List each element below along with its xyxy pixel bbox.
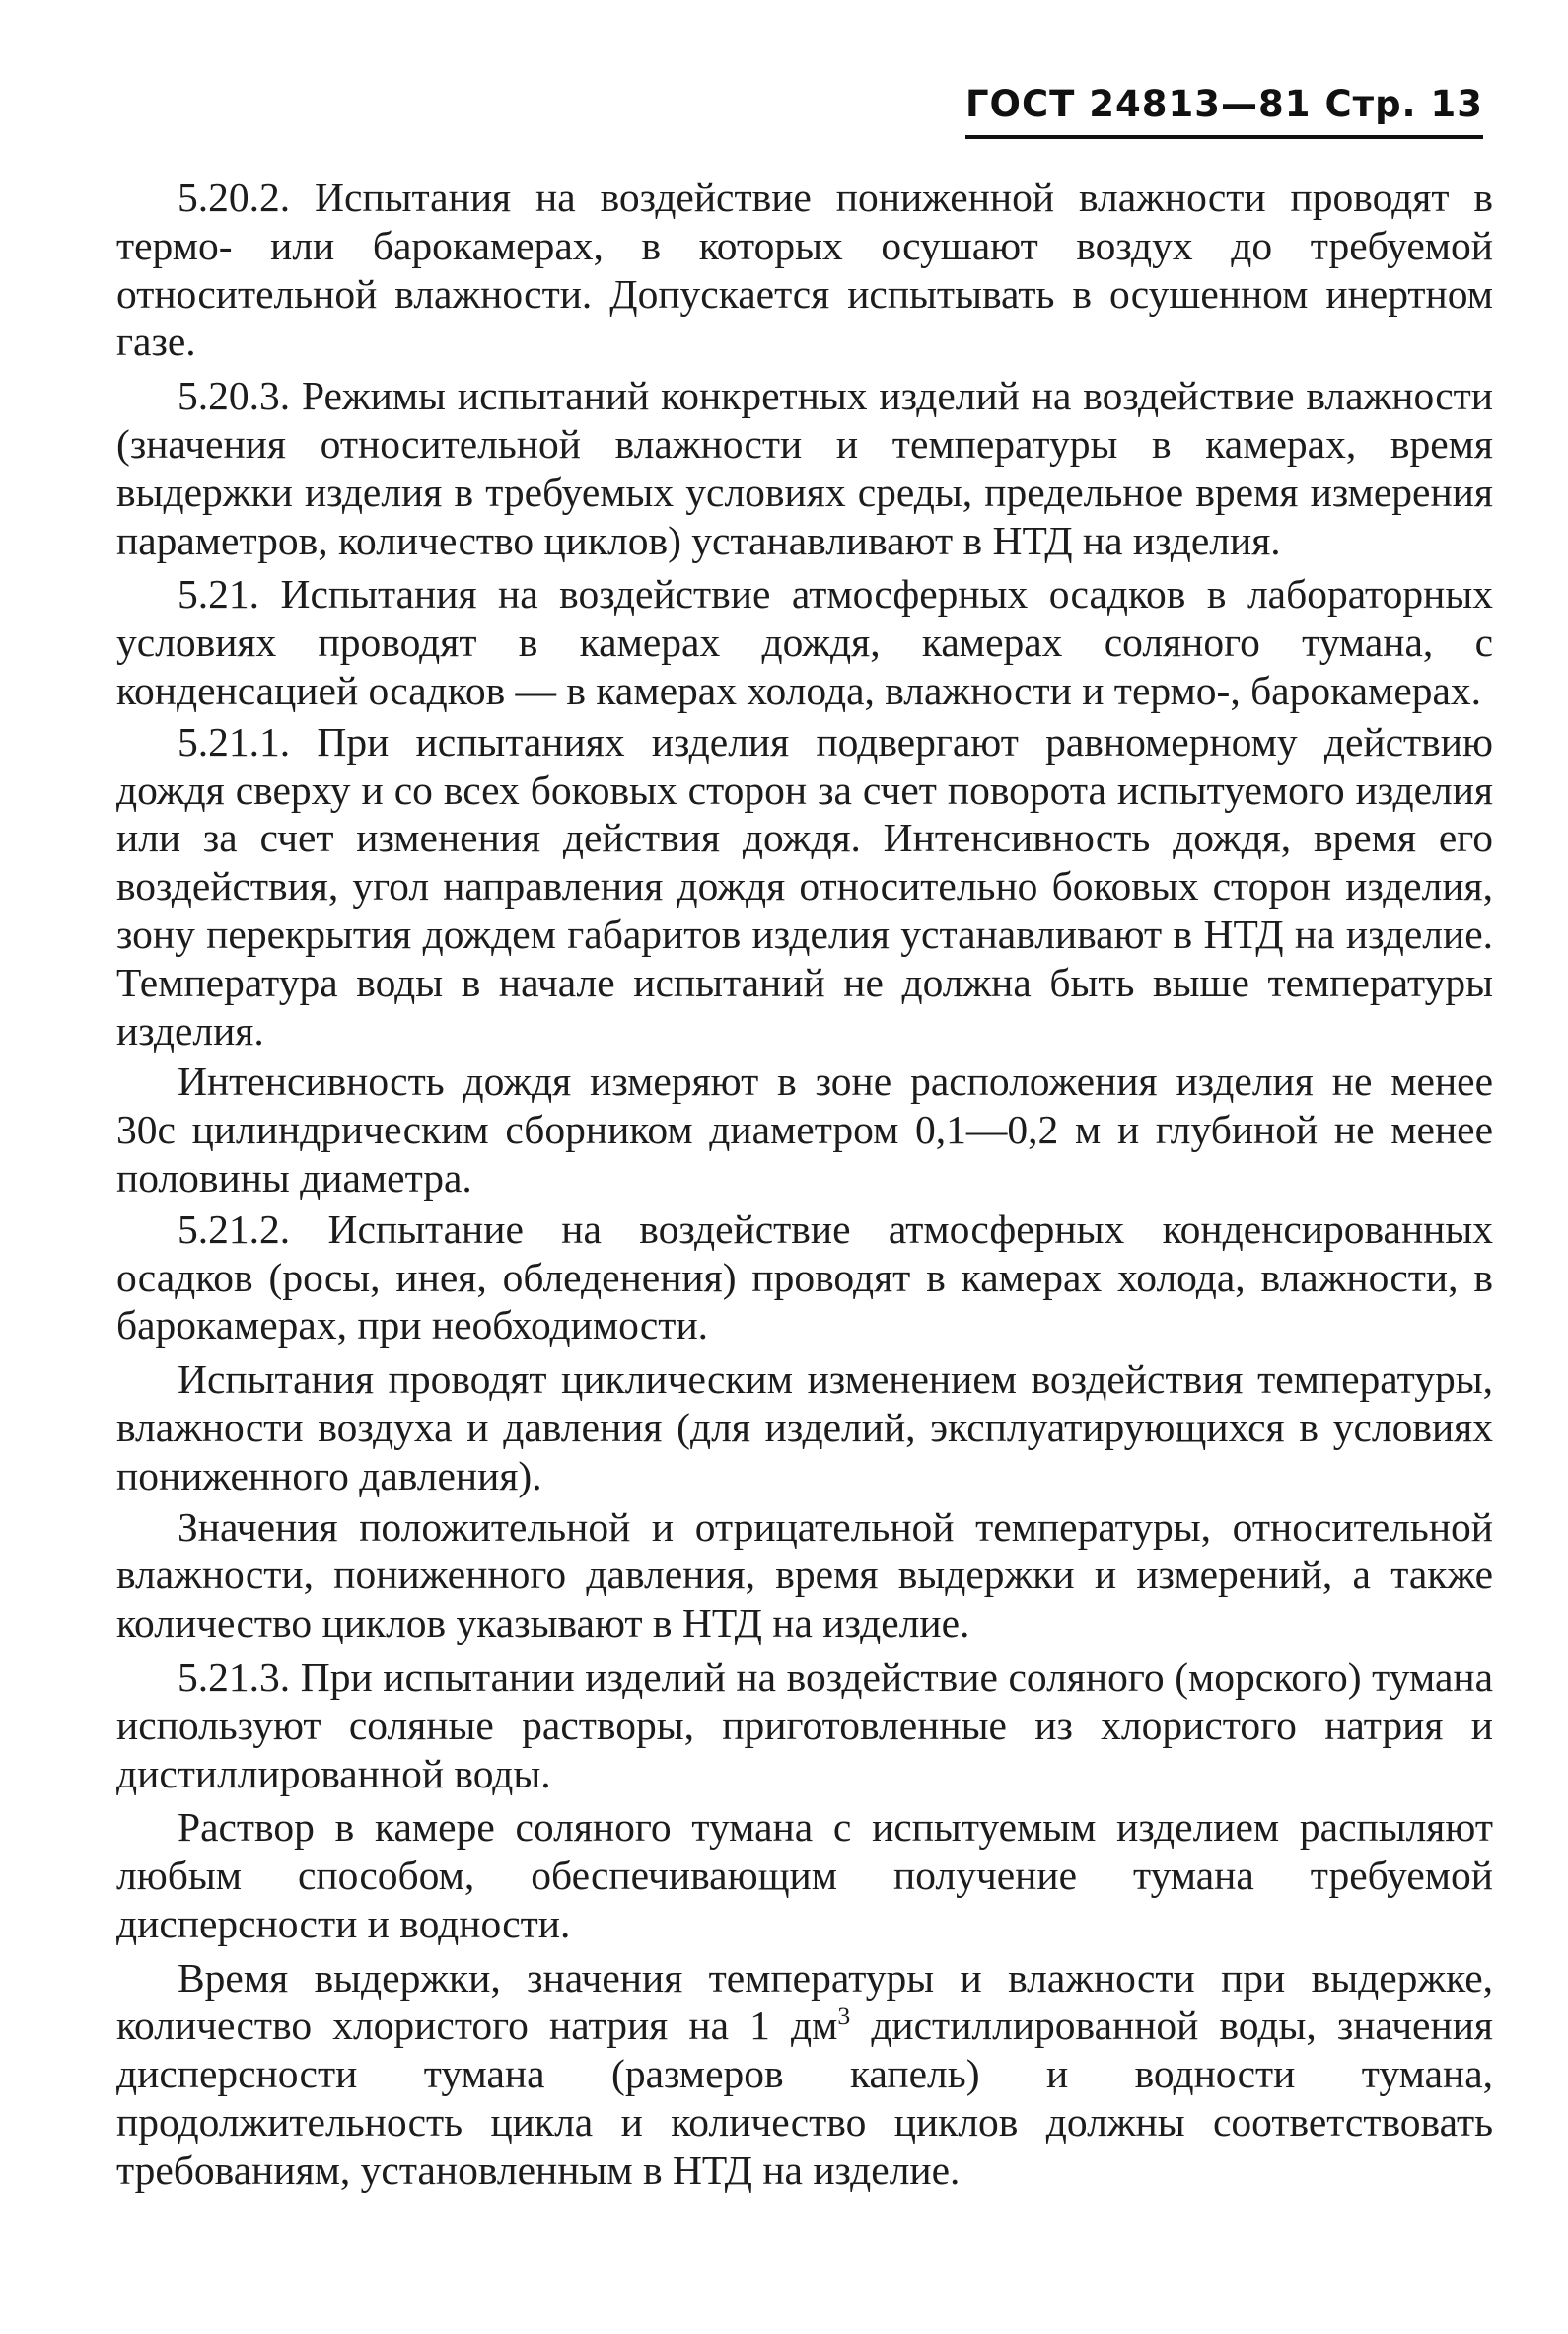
paragraph-values: Значения положительной и отрицательной температуры, относительной влажности, пониженного давления, время выдержки и измерений, а также количество циклов указывают в НТД на изделие. bbox=[116, 1503, 1493, 1646]
paragraph-5-21-2: 5.21.2. Испытание на воздействие атмосферных конденсированных осадков (росы, инея, обледенения) проводят в камерах холода, влажности, в барокамерах, при необходимости. bbox=[116, 1205, 1493, 1349]
paragraph-cyclic-tests: Испытания проводят циклическим изменением воздействия температуры, влажности воздуха и давления (для изделий, эксплуатирующихся в условиях пониженного давления). bbox=[116, 1356, 1493, 1498]
paragraph-exposure-time bbox=[116, 1954, 1493, 2195]
paragraph-5-21-3: 5.21.3. При испытании изделий на воздействие соляного (морского) тумана используют соляные растворы, приготовленные из хлористого натрия и дистиллированной воды. bbox=[116, 1653, 1493, 1796]
paragraph-5-20-3: 5.20.3. Режимы испытаний конкретных изделий на воздействие влажности (значения относительной влажности и температуры в камерах, время выдержки изделия в требуемых условиях среды, предельное время измерения параметров, количество циклов) устанавливают в НТД на изделия. bbox=[116, 373, 1493, 563]
paragraph-solution: Раствор в камере соляного тумана с испытуемым изделием распыляют любым способом, обеспечивающим получение тумана требуемой дисперсности и водности. bbox=[116, 1804, 1493, 1946]
page-number: 13 bbox=[1430, 83, 1483, 125]
paragraph-5-20-2: 5.20.2. Испытания на воздействие пониженной влажности проводят в термо- или барокамерах, в которых осушают воздух до требуемой относительной влажности. Допускается испытывать в осушенном инертном газе. bbox=[116, 175, 1493, 365]
paragraph-rain-intensity: Интенсивность дождя измеряют в зоне расположения изделия не менее 30с цилиндрическим сборником диаметром 0,1—0,2 м и глубиной не менее половины диаметра. bbox=[116, 1058, 1493, 1201]
exposure-text-after: дистиллированной воды, значения дисперсности тумана (размеров капель) и водности тумана, продолжительность цикла и количество циклов должны соответствовать требованиям, установленным в НТД на изделие. bbox=[116, 2003, 1493, 2193]
document-body bbox=[116, 174, 1493, 2201]
superscript-3: 3 bbox=[837, 2002, 851, 2031]
exposure-text-before: Время выдержки, значения температуры и влажности при выдержке, количество хлористого натрия на 1 дм bbox=[116, 1954, 1493, 2049]
paragraph-5-21-1: 5.21.1. При испытаниях изделия подвергают равномерному действию дождя сверху и со всех боковых сторон за счет поворота испытуемого изделия или за счет изменения действия дождя. Интенсивность дождя, время его воздействия, угол направления дождя относительно боковых сторон изделия, зону перекрытия дождем габаритов изделия устанавливают в НТД на изделие. Температура воды в начале испытаний не должна быть выше температуры изделия. bbox=[116, 718, 1493, 1054]
standard-number: ГОСТ 24813—81 bbox=[964, 83, 1312, 125]
page-header bbox=[965, 83, 1483, 139]
page-label: Стр. bbox=[1324, 83, 1417, 125]
paragraph-5-21: 5.21. Испытания на воздействие атмосферных осадков в лабораторных условиях проводят в камерах дождя, камерах соляного тумана, с конденсацией осадков — в камерах холода, влажности и термо-, барокамерах. bbox=[116, 571, 1493, 713]
